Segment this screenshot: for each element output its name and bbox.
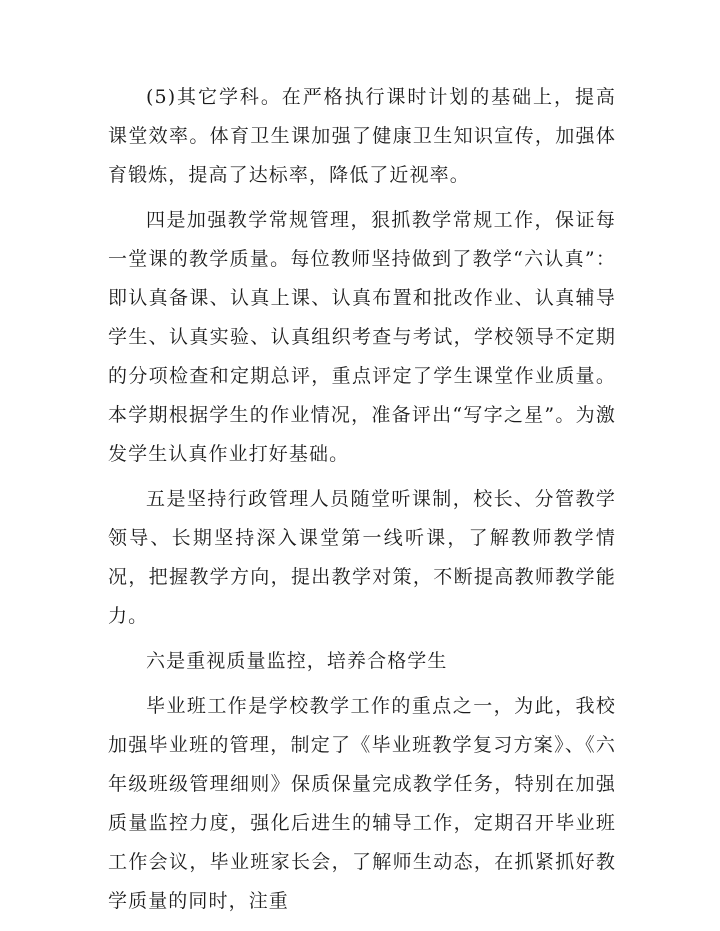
- document-body: [108, 78, 616, 927]
- paragraph-other-subjects: (5)其它学科。在严格执行课时计划的基础上，提高课堂效率。体育卫生课加强了健康卫生知识宣传，加强体育锻炼，提高了达标率，降低了近视率。: [108, 86, 616, 186]
- paragraph-graduating-class: 毕业班工作是学校教学工作的重点之一，为此，我校加强毕业班的管理，制定了《毕业班教学复习方案》、《六年级班级管理细则》保质保量完成教学任务，特别在加强质量监控力度，强化后进生的辅导工作，定期召开毕业班工作会议，毕业班家长会，了解师生动态，在抓紧抓好教学质量的同时，注重: [108, 695, 616, 912]
- paragraph-quality-monitoring: 六是重视质量监控，培养合格学生: [146, 650, 448, 672]
- paragraph-administrative-lectures: 五是坚持行政管理人员随堂听课制，校长、分管教学领导、长期坚持深入课堂第一线听课，了解教师教学情况，把握教学方向，提出教学对策，不断提高教师教学能力。: [108, 488, 616, 627]
- paragraph-teaching-routine: 四是加强教学常规管理，狠抓教学常规工作，保证每一堂课的教学质量。每位教师坚持做到了教学“六认真”：即认真备课、认真上课、认真布置和批改作业、认真辅导学生、认真实验、认真组织考查与考试，学校领导不定期的分项检查和定期总评，重点评定了学生课堂作业质量。本学期根据学生的作业情况，准备评出“写字之星”。为激发学生认真作业打好基础。: [108, 209, 616, 465]
